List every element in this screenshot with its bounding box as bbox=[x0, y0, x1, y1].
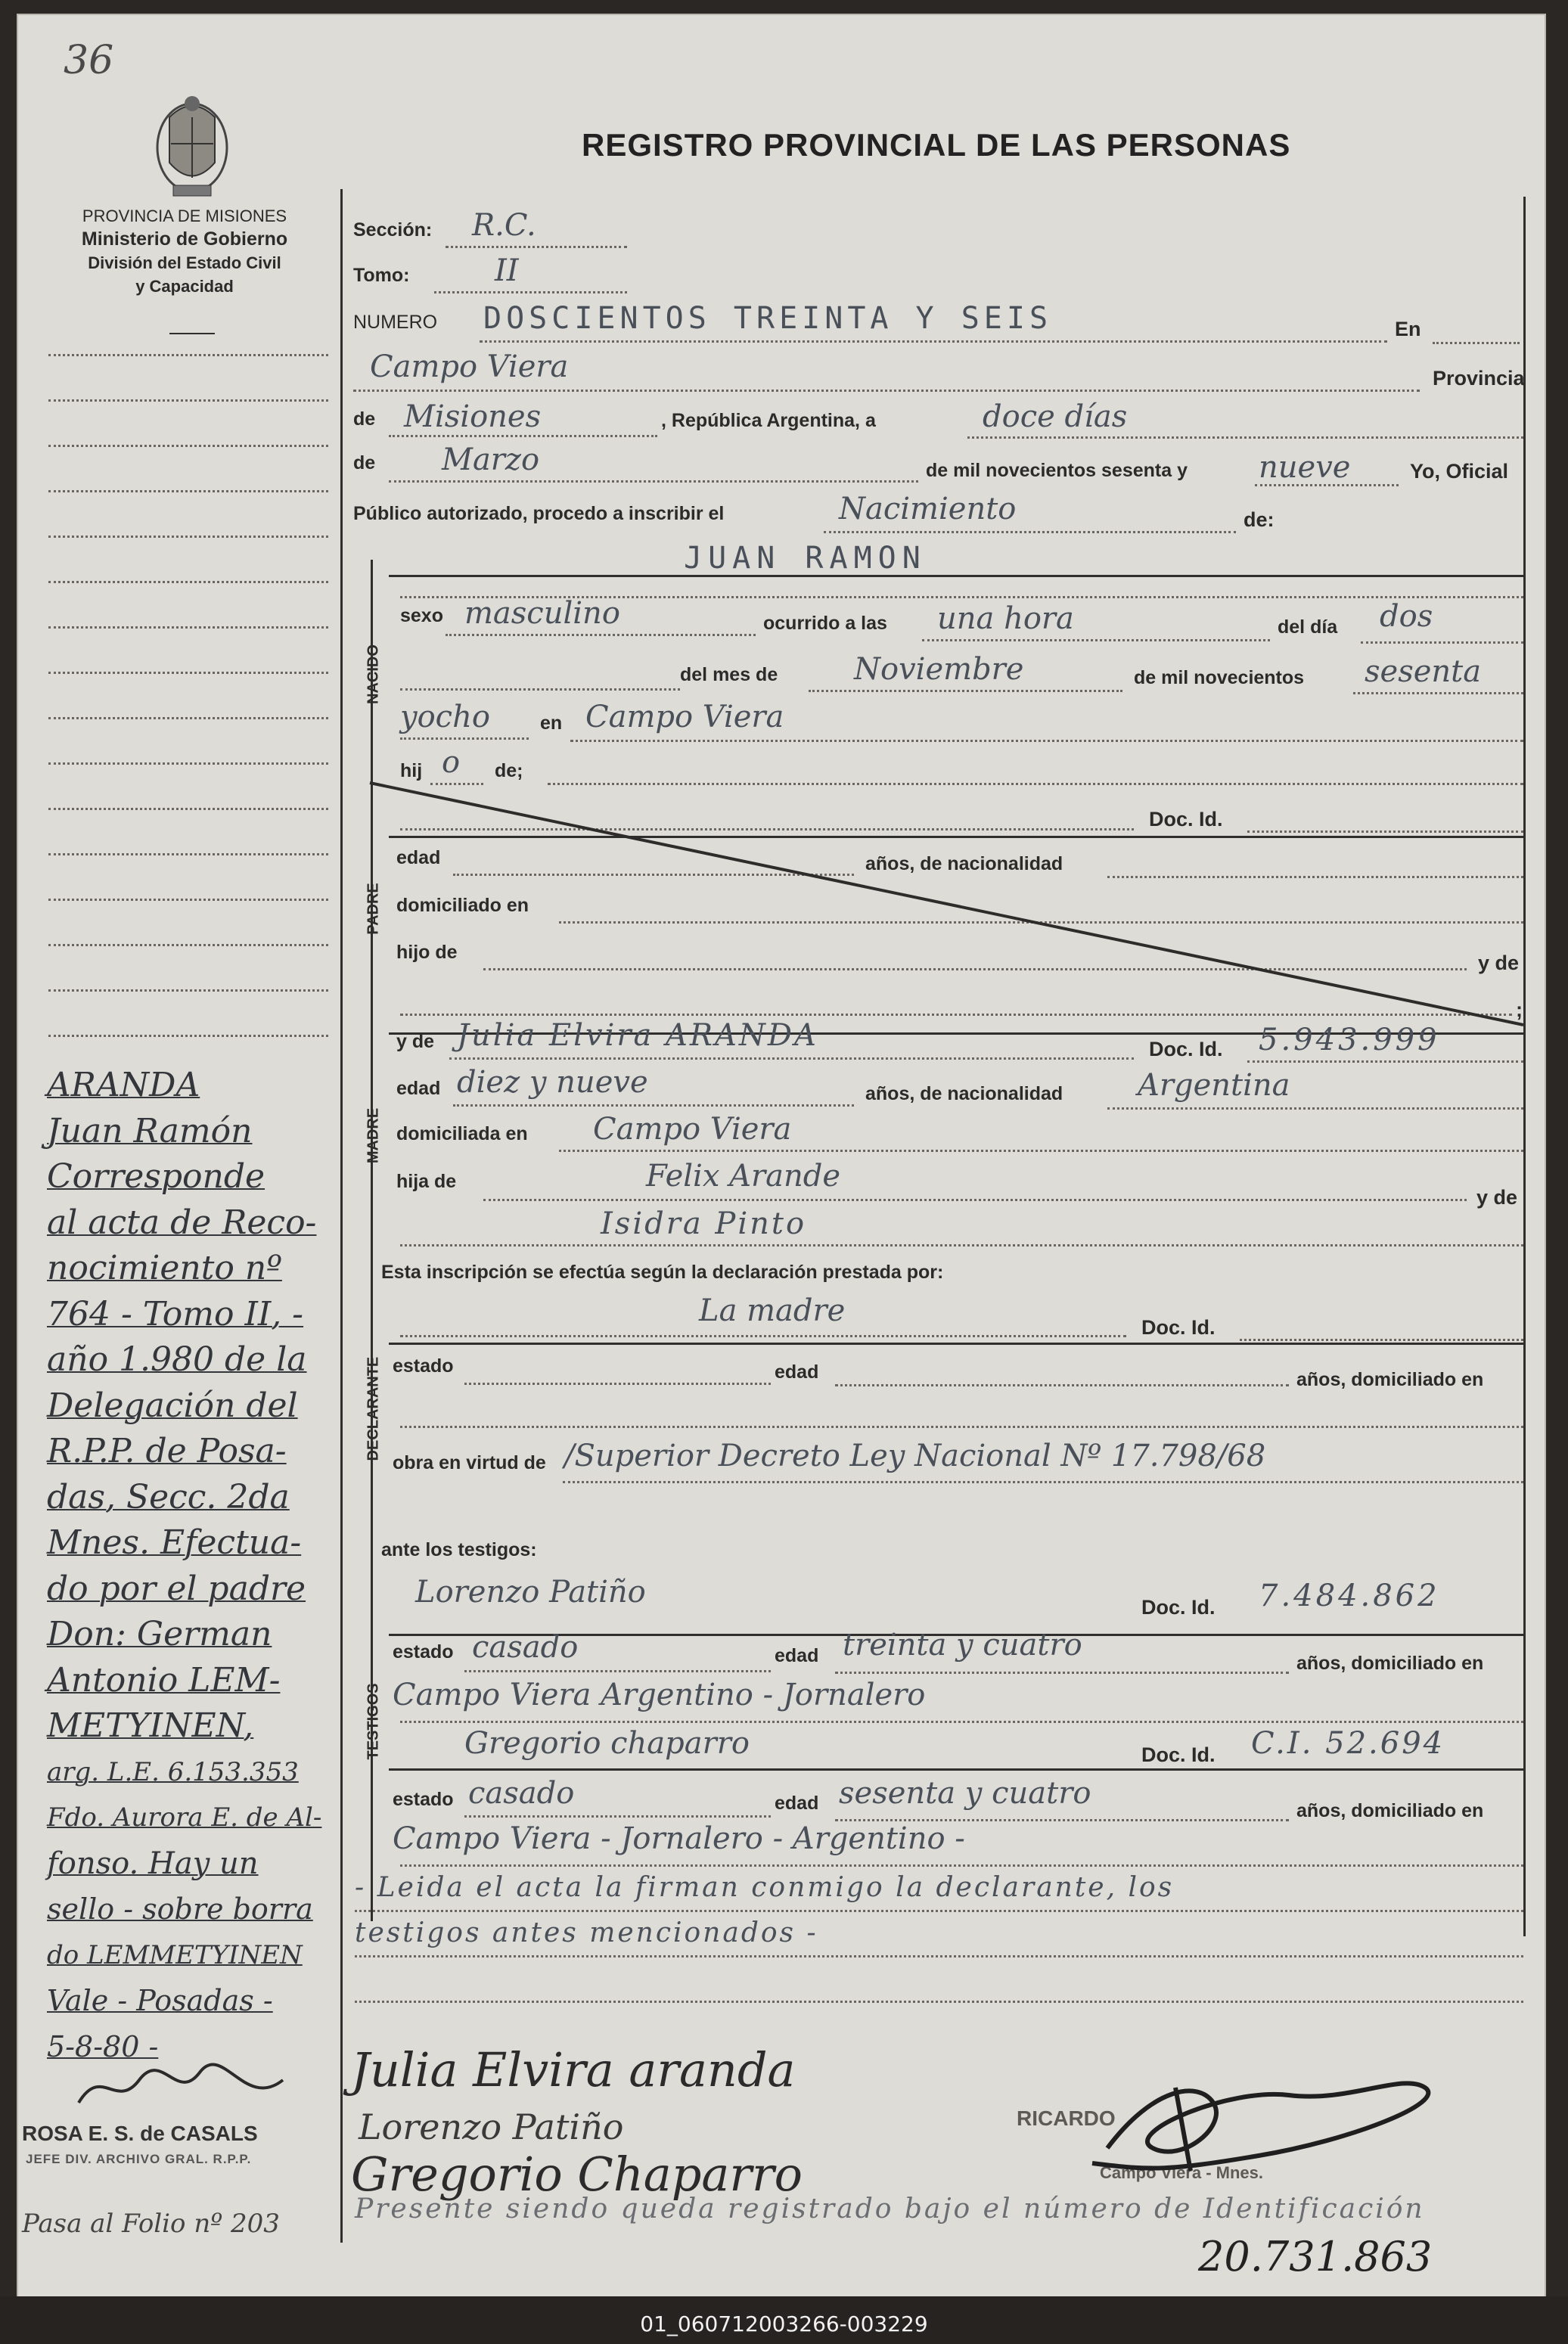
lugar-value: Campo Viera bbox=[370, 349, 569, 384]
madre-doc-value: 5.943.999 bbox=[1259, 1023, 1440, 1057]
hora-value: una hora bbox=[937, 601, 1074, 636]
testigo1-doc-value: 7.484.862 bbox=[1259, 1579, 1440, 1613]
padre-domicilio-label: domiciliado en bbox=[396, 895, 529, 916]
tomo-label: Tomo: bbox=[353, 265, 410, 286]
margin-line: año 1.980 de la bbox=[47, 1340, 307, 1379]
signature-witness-2: Gregorio Chaparro bbox=[351, 2147, 803, 2202]
padre-semicolon: ; bbox=[1516, 998, 1523, 1021]
margin-line: 5-8-80 - bbox=[47, 2029, 159, 2063]
hij-suffix-value: o bbox=[442, 745, 461, 780]
margin-line: Vale - Posadas - bbox=[47, 1984, 273, 2017]
margin-line: Delegación del bbox=[47, 1386, 298, 1425]
org-line-2: Ministerio de Gobierno bbox=[81, 228, 288, 250]
testigo2-anos-label: años, domiciliado en bbox=[1296, 1800, 1484, 1821]
inscripcion-label: Esta inscripción se efectúa según la declaración prestada por: bbox=[381, 1262, 944, 1283]
page-title: REGISTRO PROVINCIAL DE LAS PERSONAS bbox=[582, 127, 1291, 163]
madre-madre-value: Isidra Pinto bbox=[601, 1206, 807, 1241]
testigo2-doc-label: Doc. Id. bbox=[1141, 1743, 1216, 1766]
testigo1-edad-value: treinta y cuatro bbox=[843, 1628, 1082, 1663]
madre-domicilio-label: domiciliada en bbox=[396, 1123, 528, 1144]
image-caption: 01_060712003266-003229 bbox=[640, 2311, 928, 2336]
closing-line-3: Presente siendo queda registrado bajo el número de Identificación bbox=[355, 2193, 1425, 2224]
signature-mother: Julia Elvira aranda bbox=[351, 2042, 796, 2097]
ocurrido-label: ocurrido a las bbox=[763, 613, 887, 634]
left-frame-line bbox=[340, 189, 343, 2243]
stamp-line-2: Campo Viera - Mnes. bbox=[1100, 2163, 1263, 2182]
declarante-doc-label: Doc. Id. bbox=[1141, 1316, 1216, 1339]
mes-value: Marzo bbox=[442, 442, 540, 477]
testigo2-line bbox=[389, 1768, 1523, 1771]
madre-edad-label: edad bbox=[396, 1078, 441, 1099]
provincia-value: Misiones bbox=[404, 399, 542, 434]
margin-line: do LEMMETYINEN bbox=[47, 1939, 303, 1970]
en-lower-label: en bbox=[540, 713, 563, 734]
madre-nac-value: Argentina bbox=[1138, 1068, 1290, 1103]
margin-signatory: ROSA E. S. de CASALS bbox=[22, 2122, 258, 2145]
declarante-edad-label: edad bbox=[775, 1361, 819, 1383]
nombre-value: JUAN RAMON bbox=[684, 541, 927, 576]
official-signature-scribble bbox=[1062, 2057, 1455, 2193]
testigo1-doc-label: Doc. Id. bbox=[1141, 1596, 1216, 1619]
testigo2-value: Gregorio chaparro bbox=[464, 1726, 750, 1761]
side-label-testigos: TESTIGOS bbox=[365, 1683, 382, 1760]
margin-line: ARANDA bbox=[47, 1066, 200, 1104]
madre-padre-value: Felix Arande bbox=[646, 1159, 840, 1194]
ante-label: ante los testigos: bbox=[381, 1539, 537, 1560]
testigo1-anos-label: años, domiciliado en bbox=[1296, 1653, 1484, 1674]
declarante-top-line bbox=[389, 1343, 1523, 1345]
hij-label: hij bbox=[400, 760, 423, 781]
seccion-value: R.C. bbox=[472, 208, 536, 243]
margin-line: Fdo. Aurora E. de Al- bbox=[47, 1802, 322, 1833]
ano-nac-value-2: yocho bbox=[400, 700, 490, 734]
org-divider bbox=[169, 333, 215, 334]
acto-value: Nacimiento bbox=[839, 492, 1017, 526]
side-label-declarante: DECLARANTE bbox=[365, 1356, 382, 1461]
ano-nac-value-1: sesenta bbox=[1365, 654, 1482, 689]
madre-anos-label: años, de nacionalidad bbox=[865, 1083, 1063, 1104]
madre-doc-label: Doc. Id. bbox=[1149, 1038, 1223, 1060]
provincia-label: Provincia bbox=[1433, 367, 1525, 390]
stamp-line-1: RICARDO bbox=[1017, 2106, 1116, 2130]
margin-line: al acta de Reco- bbox=[47, 1203, 317, 1242]
madre-nombre-value: Julia Elvira ARANDA bbox=[457, 1018, 818, 1053]
numero-value: DOSCIENTOS TREINTA Y SEIS bbox=[483, 301, 1053, 336]
testigo2-estado-label: estado bbox=[393, 1789, 454, 1810]
margin-line: METYINEN, bbox=[47, 1706, 254, 1745]
margin-line: 764 - Tomo II, - bbox=[47, 1294, 304, 1333]
de-semicolon-label: de; bbox=[495, 760, 523, 781]
padre-doc-label: Doc. Id. bbox=[1149, 808, 1223, 830]
sexo-label: sexo bbox=[400, 605, 443, 626]
madre-dom-value: Campo Viera bbox=[593, 1112, 792, 1147]
testigo2-edad-label: edad bbox=[775, 1793, 819, 1814]
testigo1-estado-value: casado bbox=[472, 1630, 579, 1665]
en-label: En bbox=[1395, 318, 1421, 340]
org-line-4: y Capacidad bbox=[135, 277, 234, 296]
declarante-value: La madre bbox=[699, 1293, 846, 1328]
margin-line: Juan Ramón bbox=[47, 1111, 253, 1150]
decreto-value: /Superior Decreto Ley Nacional Nº 17.798/68 bbox=[564, 1439, 1266, 1473]
org-line-1: PROVINCIA DE MISIONES bbox=[82, 206, 287, 225]
sexo-value: masculino bbox=[464, 596, 620, 631]
testigo1-dom-value: Campo Viera Argentino - Jornalero bbox=[393, 1678, 926, 1712]
yo-oficial-label: Yo, Oficial bbox=[1410, 460, 1509, 483]
seccion-label: Sección: bbox=[353, 219, 433, 241]
obra-label: obra en virtud de bbox=[393, 1452, 546, 1473]
del-dia-label: del día bbox=[1278, 616, 1338, 638]
de-label: de bbox=[353, 408, 376, 430]
margin-signatory-title: JEFE DIV. ARCHIVO GRAL. R.P.P. bbox=[26, 2152, 252, 2166]
del-mes-label: del mes de bbox=[680, 664, 778, 685]
dia-nac-value: dos bbox=[1380, 599, 1433, 634]
declarante-anos-label: años, domiciliado en bbox=[1296, 1369, 1484, 1390]
closing-line-2: testigos antes mencionados - bbox=[355, 1917, 818, 1948]
page-number: 36 bbox=[64, 38, 114, 83]
signature-witness-1: Lorenzo Patiño bbox=[359, 2106, 624, 2147]
org-block bbox=[33, 204, 336, 298]
testigo2-doc-value: C.I. 52.694 bbox=[1251, 1726, 1445, 1761]
testigo1-estado-label: estado bbox=[393, 1641, 454, 1663]
testigo1-value: Lorenzo Patiño bbox=[415, 1575, 646, 1610]
side-label-nacido: NACIDO bbox=[365, 644, 382, 704]
mes-nac-value: Noviembre bbox=[854, 652, 1024, 687]
margin-signature-scribble bbox=[71, 2057, 298, 2118]
margin-line: do por el padre bbox=[47, 1569, 306, 1608]
margin-line: das, Secc. 2da bbox=[47, 1477, 290, 1517]
margin-line: Don: German bbox=[47, 1615, 272, 1653]
de-colon-label: de: bbox=[1244, 508, 1275, 531]
lugar-nac-value: Campo Viera bbox=[585, 700, 784, 734]
org-line-3: División del Estado Civil bbox=[88, 253, 281, 272]
padre-y-de-label: y de bbox=[1478, 952, 1520, 974]
margin-line: Mnes. Efectua- bbox=[47, 1523, 302, 1562]
side-label-padre: PADRE bbox=[365, 883, 382, 935]
testigo2-edad-value: sesenta y cuatro bbox=[839, 1776, 1091, 1811]
republica-label: , República Argentina, a bbox=[661, 410, 876, 431]
right-frame-line bbox=[1523, 197, 1526, 1936]
testigo2-dom-value: Campo Viera - Jornalero - Argentino - bbox=[393, 1821, 965, 1856]
document-sheet bbox=[17, 14, 1546, 2298]
padre-hijo-label: hijo de bbox=[396, 942, 458, 963]
madre-y-de-label: y de bbox=[396, 1031, 435, 1052]
padre-edad-label: edad bbox=[396, 847, 441, 868]
closing-line-1: - Leida el acta la firman conmigo la declarante, los bbox=[355, 1872, 1175, 1903]
declarante-estado-label: estado bbox=[393, 1355, 454, 1377]
margin-line: sello - sobre borra bbox=[47, 1892, 313, 1926]
side-label-madre: MADRE bbox=[365, 1107, 382, 1164]
testigo1-edad-label: edad bbox=[775, 1645, 819, 1666]
margin-line: arg. L.E. 6.153.353 bbox=[47, 1756, 299, 1787]
de-mil-label: de mil novecientos sesenta y bbox=[926, 460, 1188, 481]
ano-value: nueve bbox=[1259, 450, 1351, 485]
margin-line: nocimiento nº bbox=[47, 1249, 282, 1287]
identification-number: 20.731.863 bbox=[1198, 2233, 1433, 2280]
numero-label: NUMERO bbox=[353, 312, 438, 333]
margin-note bbox=[47, 1063, 321, 2069]
madre-edad-value: diez y nueve bbox=[457, 1065, 648, 1100]
padre-cancel-stroke bbox=[366, 775, 1531, 1032]
de-label-2: de bbox=[353, 452, 376, 473]
margin-line: Antonio LEM- bbox=[47, 1660, 281, 1700]
publico-label: Público autorizado, procedo a inscribir el bbox=[353, 503, 725, 524]
margin-line: R.P.P. de Posa- bbox=[47, 1432, 287, 1470]
madre-y-de-label-2: y de bbox=[1476, 1186, 1518, 1209]
folio-note: Pasa al Folio nº 203 bbox=[22, 2209, 280, 2239]
madre-hija-label: hija de bbox=[396, 1171, 457, 1192]
de-mil-2-label: de mil novecientos bbox=[1134, 667, 1305, 688]
coat-of-arms-icon bbox=[139, 87, 245, 208]
testigo2-estado-value: casado bbox=[468, 1776, 575, 1811]
tomo-value: II bbox=[495, 253, 519, 288]
dia-value: doce días bbox=[983, 399, 1128, 434]
padre-anos-label: años, de nacionalidad bbox=[865, 853, 1063, 874]
margin-line: Corresponde bbox=[47, 1157, 265, 1196]
nacido-top-line bbox=[389, 575, 1523, 577]
margin-line: fonso. Hay un bbox=[47, 1846, 259, 1881]
